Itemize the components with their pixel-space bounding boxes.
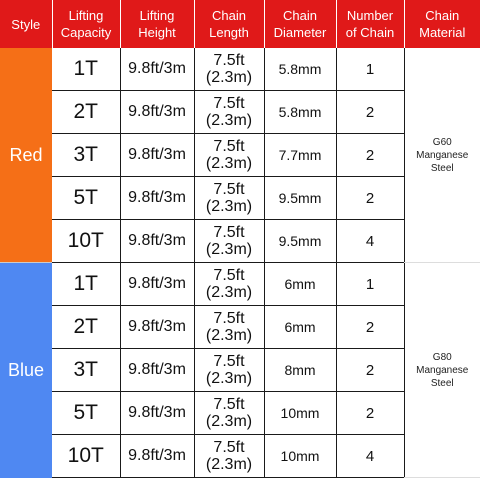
lifting-height-cell: 9.8ft/3m xyxy=(120,91,194,134)
lifting-capacity-cell: 5T xyxy=(52,177,120,220)
chain-length-cell: 7.5ft (2.3m) xyxy=(194,392,264,435)
table-row xyxy=(0,263,480,306)
lifting-height-cell: 9.8ft/3m xyxy=(120,177,194,220)
chain-length-cell: 7.5ft (2.3m) xyxy=(194,134,264,177)
number-of-chain-cell: 4 xyxy=(336,220,404,263)
chain-length-cell: 7.5ft (2.3m) xyxy=(194,349,264,392)
lifting-height-cell: 9.8ft/3m xyxy=(120,349,194,392)
chain-length-cell: 7.5ft (2.3m) xyxy=(194,220,264,263)
style-cell: Blue xyxy=(0,263,52,478)
chain-length-cell: 7.5ft (2.3m) xyxy=(194,435,264,478)
chain-diameter-cell: 7.7mm xyxy=(264,134,336,177)
number-of-chain-cell: 2 xyxy=(336,306,404,349)
style-cell: Red xyxy=(0,48,52,263)
header-lifting-height: Lifting Height xyxy=(120,0,194,48)
chain-diameter-cell: 8mm xyxy=(264,349,336,392)
lifting-capacity-cell: 2T xyxy=(52,306,120,349)
chain-material-cell: G60 Manganese Steel xyxy=(404,48,480,263)
lifting-capacity-cell: 5T xyxy=(52,392,120,435)
header-chain-material: Chain Material xyxy=(404,0,480,48)
chain-length-cell: 7.5ft (2.3m) xyxy=(194,306,264,349)
chain-diameter-cell: 10mm xyxy=(264,435,336,478)
lifting-height-cell: 9.8ft/3m xyxy=(120,392,194,435)
chain-diameter-cell: 5.8mm xyxy=(264,91,336,134)
lifting-capacity-cell: 2T xyxy=(52,91,120,134)
chain-diameter-cell: 9.5mm xyxy=(264,177,336,220)
chain-length-cell: 7.5ft (2.3m) xyxy=(194,177,264,220)
lifting-height-cell: 9.8ft/3m xyxy=(120,134,194,177)
lifting-height-cell: 9.8ft/3m xyxy=(120,220,194,263)
number-of-chain-cell: 1 xyxy=(336,48,404,91)
spec-table-body xyxy=(0,48,480,478)
number-of-chain-cell: 2 xyxy=(336,134,404,177)
chain-diameter-cell: 6mm xyxy=(264,263,336,306)
lifting-capacity-cell: 1T xyxy=(52,48,120,91)
header-number-of-chain: Number of Chain xyxy=(336,0,404,48)
chain-diameter-cell: 6mm xyxy=(264,306,336,349)
chain-diameter-cell: 9.5mm xyxy=(264,220,336,263)
chain-length-cell: 7.5ft (2.3m) xyxy=(194,48,264,91)
header-lifting-capacity: Lifting Capacity xyxy=(52,0,120,48)
number-of-chain-cell: 2 xyxy=(336,392,404,435)
number-of-chain-cell: 1 xyxy=(336,263,404,306)
header-chain-length: Chain Length xyxy=(194,0,264,48)
number-of-chain-cell: 2 xyxy=(336,91,404,134)
lifting-height-cell: 9.8ft/3m xyxy=(120,48,194,91)
lifting-capacity-cell: 3T xyxy=(52,134,120,177)
lifting-capacity-cell: 10T xyxy=(52,435,120,478)
lifting-height-cell: 9.8ft/3m xyxy=(120,263,194,306)
spec-table-header xyxy=(0,0,480,48)
chain-length-cell: 7.5ft (2.3m) xyxy=(194,91,264,134)
lifting-height-cell: 9.8ft/3m xyxy=(120,435,194,478)
header-chain-diameter: Chain Diameter xyxy=(264,0,336,48)
chain-diameter-cell: 10mm xyxy=(264,392,336,435)
chain-material-cell: G80 Manganese Steel xyxy=(404,263,480,478)
lifting-height-cell: 9.8ft/3m xyxy=(120,306,194,349)
number-of-chain-cell: 2 xyxy=(336,349,404,392)
header-row xyxy=(0,0,480,48)
number-of-chain-cell: 2 xyxy=(336,177,404,220)
chain-length-cell: 7.5ft (2.3m) xyxy=(194,263,264,306)
chain-diameter-cell: 5.8mm xyxy=(264,48,336,91)
number-of-chain-cell: 4 xyxy=(336,435,404,478)
table-row xyxy=(0,48,480,91)
lifting-capacity-cell: 1T xyxy=(52,263,120,306)
lifting-capacity-cell: 10T xyxy=(52,220,120,263)
header-style: Style xyxy=(0,0,52,48)
lifting-capacity-cell: 3T xyxy=(52,349,120,392)
